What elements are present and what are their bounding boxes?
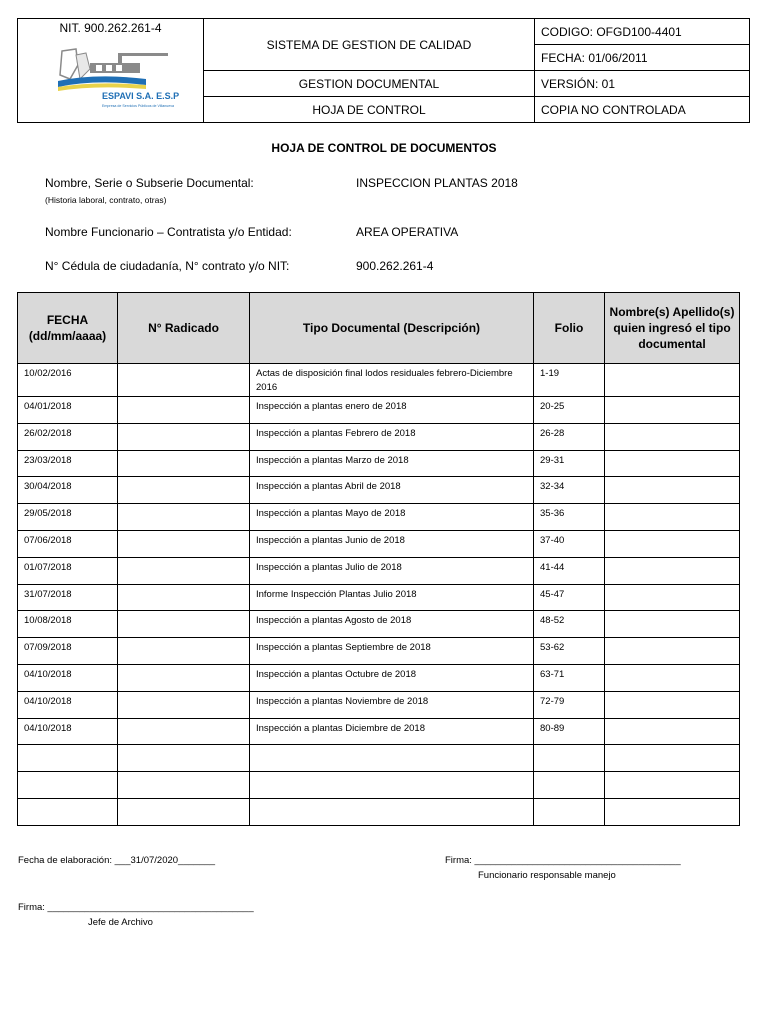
cell-nombre xyxy=(605,477,740,504)
col-folio: Folio xyxy=(534,293,605,364)
cell-tipo: Inspección a plantas Febrero de 2018 xyxy=(250,423,534,450)
cell-fecha: 07/06/2018 xyxy=(18,530,118,557)
serie-label: Nombre, Serie o Subserie Documental: xyxy=(45,176,254,190)
fecha-elaboracion: Fecha de elaboración: ___31/07/2020_______ xyxy=(18,855,216,866)
cell-folio: 35-36 xyxy=(534,504,605,531)
cell-radicado xyxy=(118,477,250,504)
cell-radicado xyxy=(118,745,250,772)
table-row xyxy=(18,397,740,424)
table-row xyxy=(18,745,740,772)
cell-radicado xyxy=(118,397,250,424)
col-tipo: Tipo Documental (Descripción) xyxy=(250,293,534,364)
table-row xyxy=(18,691,740,718)
cell-nombre xyxy=(605,530,740,557)
document-header xyxy=(17,18,750,123)
cell-radicado xyxy=(118,798,250,825)
cell-folio: 48-52 xyxy=(534,611,605,638)
cell-radicado xyxy=(118,450,250,477)
funcionario-value: AREA OPERATIVA xyxy=(356,225,459,239)
cedula-label: N° Cédula de ciudadanía, N° contrato y/o NIT: xyxy=(45,259,290,273)
cell-fecha: 26/02/2018 xyxy=(18,423,118,450)
cell-folio: 32-34 xyxy=(534,477,605,504)
cell-tipo: Actas de disposición final lodos residuales febrero-Diciembre 2016 xyxy=(250,364,534,397)
copia-field: COPIA NO CONTROLADA xyxy=(535,97,750,123)
cell-fecha: 04/10/2018 xyxy=(18,691,118,718)
cell-fecha xyxy=(18,798,118,825)
cell-folio: 72-79 xyxy=(534,691,605,718)
table-row xyxy=(18,423,740,450)
cell-tipo xyxy=(250,798,534,825)
cell-nombre xyxy=(605,691,740,718)
cell-fecha: 23/03/2018 xyxy=(18,450,118,477)
espavi-logo xyxy=(56,45,186,119)
cell-folio: 53-62 xyxy=(534,638,605,665)
table-row xyxy=(18,718,740,745)
nit-label: NIT. 900.262.261-4 xyxy=(59,21,162,35)
cell-tipo: Inspección a plantas Marzo de 2018 xyxy=(250,450,534,477)
table-row xyxy=(18,772,740,799)
cell-nombre xyxy=(605,798,740,825)
cell-fecha: 04/10/2018 xyxy=(18,718,118,745)
cell-nombre xyxy=(605,718,740,745)
funcionario-caption: Funcionario responsable manejo xyxy=(478,870,616,881)
cell-folio: 63-71 xyxy=(534,664,605,691)
cell-fecha: 10/08/2018 xyxy=(18,611,118,638)
cell-nombre xyxy=(605,611,740,638)
table-header-row xyxy=(18,293,740,364)
document-title: HOJA DE CONTROL DE DOCUMENTOS xyxy=(271,141,497,155)
table-row xyxy=(18,450,740,477)
cell-folio: 26-28 xyxy=(534,423,605,450)
cell-tipo: Inspección a plantas Agosto de 2018 xyxy=(250,611,534,638)
cell-tipo: Inspección a plantas Septiembre de 2018 xyxy=(250,638,534,665)
cell-nombre xyxy=(605,397,740,424)
table-row xyxy=(18,530,740,557)
codigo-field: CODIGO: OFGD100-4401 xyxy=(535,19,750,45)
fecha-field: FECHA: 01/06/2011 xyxy=(535,45,750,71)
col-nombre: Nombre(s) Apellido(s) quien ingresó el tipo documental xyxy=(605,293,740,364)
cell-folio xyxy=(534,745,605,772)
table-row xyxy=(18,798,740,825)
funcionario-label: Nombre Funcionario – Contratista y/o Entidad: xyxy=(45,225,292,239)
cell-fecha: 29/05/2018 xyxy=(18,504,118,531)
cell-fecha: 04/01/2018 xyxy=(18,397,118,424)
cell-radicado xyxy=(118,664,250,691)
system-title: SISTEMA DE GESTION DE CALIDAD xyxy=(204,19,535,71)
cell-nombre xyxy=(605,557,740,584)
firma-funcionario: Firma: _______________________________________ xyxy=(445,855,681,866)
cell-fecha: 07/09/2018 xyxy=(18,638,118,665)
cell-nombre xyxy=(605,504,740,531)
col-radicado: N° Radicado xyxy=(118,293,250,364)
cell-fecha: 31/07/2018 xyxy=(18,584,118,611)
col-fecha: FECHA (dd/mm/aaaa) xyxy=(18,293,118,364)
cell-radicado xyxy=(118,638,250,665)
serie-value: INSPECCION PLANTAS 2018 xyxy=(356,176,518,190)
gestion-title: GESTION DOCUMENTAL xyxy=(204,71,535,97)
cell-nombre xyxy=(605,638,740,665)
cell-radicado xyxy=(118,691,250,718)
firma-archivo: Firma: _______________________________________ xyxy=(18,902,254,913)
cell-fecha xyxy=(18,772,118,799)
cell-fecha: 04/10/2018 xyxy=(18,664,118,691)
cell-folio: 29-31 xyxy=(534,450,605,477)
cell-tipo: Inspección a plantas Noviembre de 2018 xyxy=(250,691,534,718)
cell-tipo: Inspección a plantas Diciembre de 2018 xyxy=(250,718,534,745)
cell-tipo: Inspección a plantas Julio de 2018 xyxy=(250,557,534,584)
table-row xyxy=(18,638,740,665)
table-row xyxy=(18,557,740,584)
hoja-title: HOJA DE CONTROL xyxy=(204,97,535,123)
cell-folio xyxy=(534,798,605,825)
cell-radicado xyxy=(118,584,250,611)
cell-folio: 1-19 xyxy=(534,364,605,397)
logo-cell xyxy=(18,19,204,108)
cell-tipo xyxy=(250,745,534,772)
serie-hint: (Historia laboral, contrato, otras) xyxy=(45,195,167,205)
table-row xyxy=(18,584,740,611)
cell-nombre xyxy=(605,450,740,477)
table-row xyxy=(18,364,740,397)
cell-radicado xyxy=(118,504,250,531)
cell-nombre xyxy=(605,772,740,799)
cell-tipo xyxy=(250,772,534,799)
table-row xyxy=(18,504,740,531)
logo-name: ESPAVI S.A. E.S.P xyxy=(102,91,180,101)
cell-fecha: 01/07/2018 xyxy=(18,557,118,584)
table-row xyxy=(18,611,740,638)
control-table xyxy=(17,292,740,826)
cell-nombre xyxy=(605,364,740,397)
cell-radicado xyxy=(118,772,250,799)
cell-folio: 41-44 xyxy=(534,557,605,584)
cell-nombre xyxy=(605,423,740,450)
cell-radicado xyxy=(118,718,250,745)
cell-tipo: Inspección a plantas Abril de 2018 xyxy=(250,477,534,504)
cedula-value: 900.262.261-4 xyxy=(356,259,434,273)
cell-radicado xyxy=(118,423,250,450)
cell-fecha: 10/02/2016 xyxy=(18,364,118,397)
cell-folio xyxy=(534,772,605,799)
cell-radicado xyxy=(118,530,250,557)
version-field: VERSIÓN: 01 xyxy=(535,71,750,97)
cell-folio: 20-25 xyxy=(534,397,605,424)
cell-radicado xyxy=(118,611,250,638)
cell-folio: 80-89 xyxy=(534,718,605,745)
archivo-caption: Jefe de Archivo xyxy=(88,917,153,928)
cell-tipo: Informe Inspección Plantas Julio 2018 xyxy=(250,584,534,611)
cell-tipo: Inspección a plantas Octubre de 2018 xyxy=(250,664,534,691)
cell-radicado xyxy=(118,364,250,397)
cell-radicado xyxy=(118,557,250,584)
cell-nombre xyxy=(605,664,740,691)
cell-folio: 37-40 xyxy=(534,530,605,557)
table-row xyxy=(18,477,740,504)
table-row xyxy=(18,664,740,691)
cell-folio: 45-47 xyxy=(534,584,605,611)
cell-nombre xyxy=(605,584,740,611)
cell-tipo: Inspección a plantas Junio de 2018 xyxy=(250,530,534,557)
cell-fecha xyxy=(18,745,118,772)
cell-fecha: 30/04/2018 xyxy=(18,477,118,504)
cell-tipo: Inspección a plantas Mayo de 2018 xyxy=(250,504,534,531)
cell-nombre xyxy=(605,745,740,772)
logo-tagline: Empresa de Servicios Públicos de Villanueva xyxy=(102,104,175,108)
cell-tipo: Inspección a plantas enero de 2018 xyxy=(250,397,534,424)
